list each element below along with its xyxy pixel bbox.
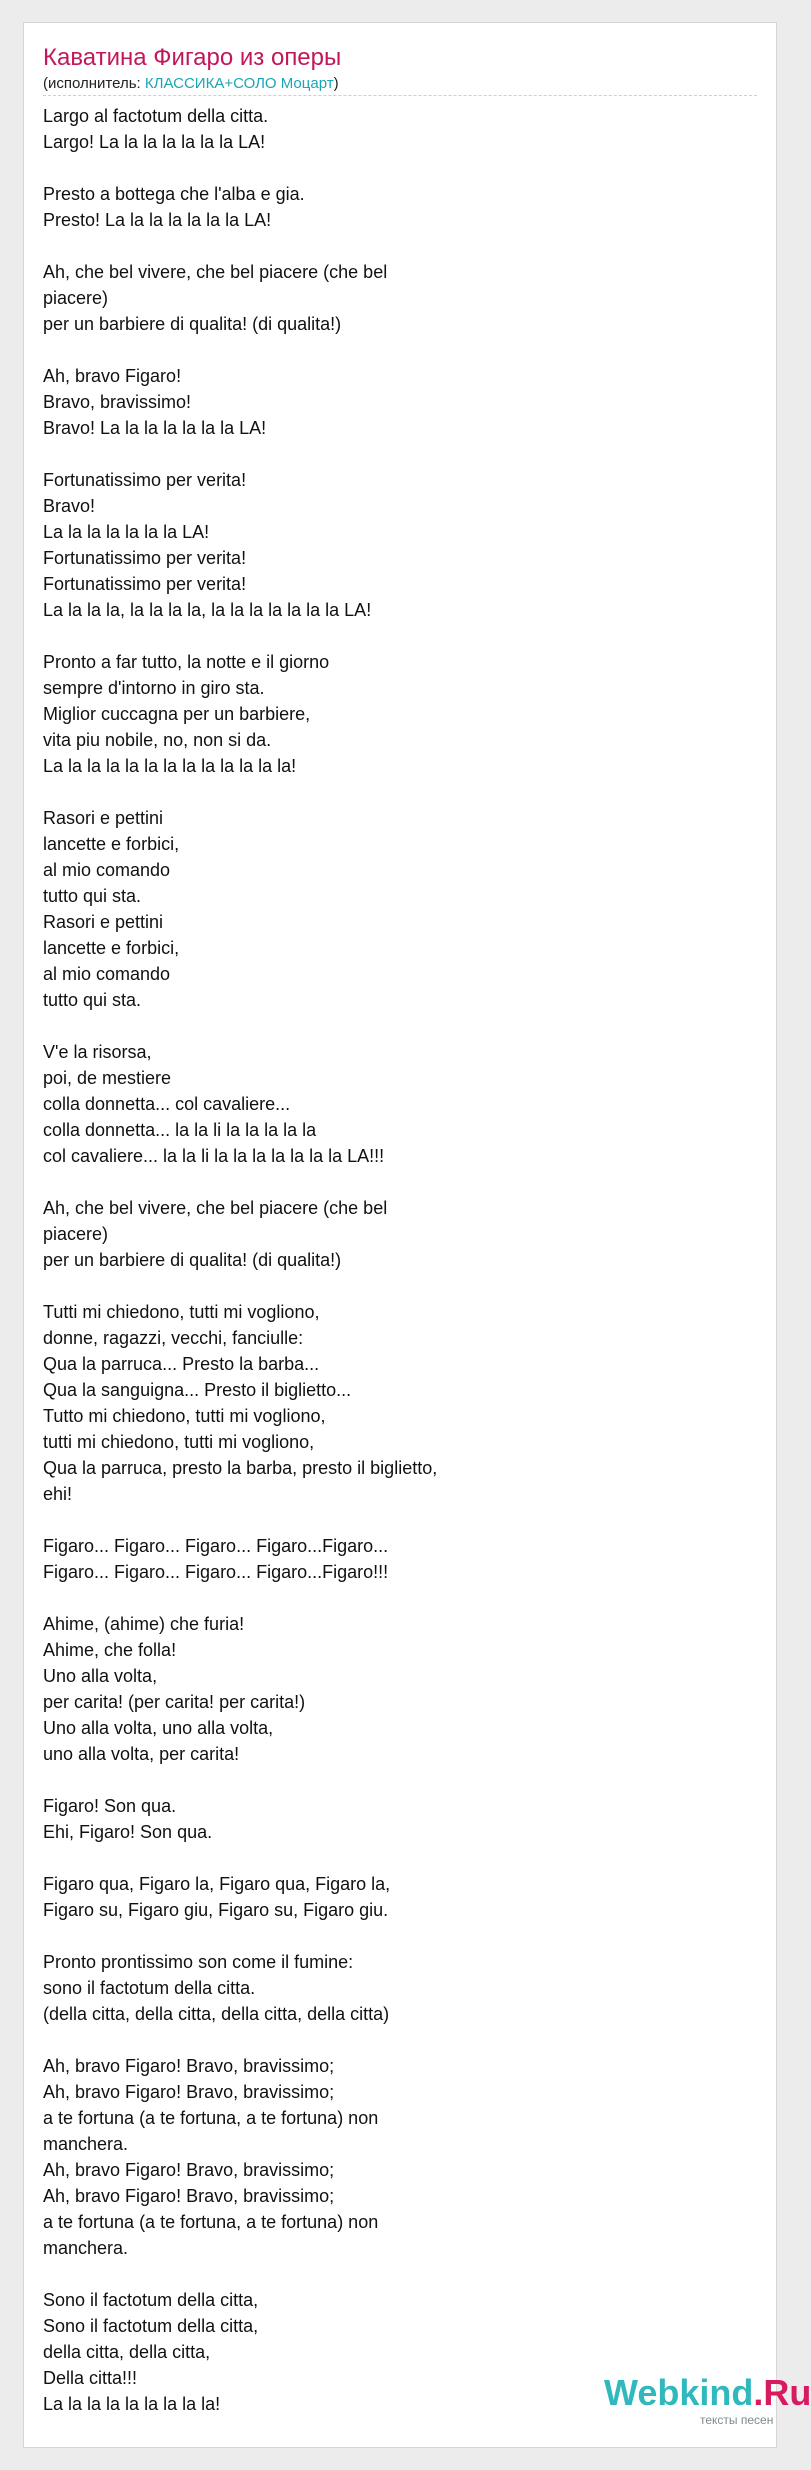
lyric-line: V'e la risorsa,: [43, 1042, 152, 1062]
lyric-line: Fortunatissimo per verita!: [43, 548, 247, 568]
lyric-line: Ah, bravo Figaro!: [43, 366, 182, 386]
lyric-line: Ehi, Figaro! Son qua.: [43, 1822, 213, 1842]
lyric-line: sempre d'intorno in giro sta.: [43, 678, 265, 698]
lyric-line: Qua la parruca, presto la barba, presto il biglietto,: [43, 1458, 438, 1478]
lyric-line: Tutti mi chiedono, tutti mi vogliono,: [43, 1302, 320, 1322]
lyric-line: lancette e forbici,: [43, 938, 180, 958]
meta-suffix: ): [333, 75, 339, 92]
logo-tagline: тексты песен: [700, 2413, 774, 2427]
lyric-line: Sono il factotum della citta,: [43, 2316, 259, 2336]
lyric-line: vita piu nobile, no, non si da.: [43, 730, 272, 750]
lyric-line: piacere): [43, 288, 109, 308]
song-meta: [43, 74, 339, 94]
stanza-gap: [43, 1273, 743, 1299]
lyric-line: col cavaliere... la la li la la la la la la la LA!!!: [43, 1146, 385, 1166]
lyric-line: Presto! La la la la la la la LA!: [43, 210, 272, 230]
lyrics-card: [23, 22, 811, 2448]
lyric-line: Rasori e pettini: [43, 912, 164, 932]
lyric-line: Pronto prontissimo son come il fumine:: [43, 1952, 354, 1972]
lyric-line: La la la la la la la LA!: [43, 522, 210, 542]
lyric-line: Figaro! Son qua.: [43, 1796, 177, 1816]
lyric-line: Figaro qua, Figaro la, Figaro qua, Figaro la,: [43, 1874, 391, 1894]
lyric-line: Rasori e pettini: [43, 808, 164, 828]
lyric-line: Ah, bravo Figaro! Bravo, bravissimo;: [43, 2056, 335, 2076]
stanza-gap: [43, 1013, 743, 1039]
page-title: Каватина Фигаро из оперы: [43, 44, 342, 71]
stanza-gap: [43, 2027, 743, 2053]
lyric-line: Tutto mi chiedono, tutti mi vogliono,: [43, 1406, 326, 1426]
lyric-line: Bravo!: [43, 496, 96, 516]
lyric-line: Ah, bravo Figaro! Bravo, bravissimo;: [43, 2186, 335, 2206]
stanza-gap: [43, 1845, 743, 1871]
stanza-gap: [43, 2261, 743, 2287]
stanza-gap: [43, 623, 743, 649]
lyric-line: La la la la la la la la la la la la la!: [43, 756, 297, 776]
lyric-line: Fortunatissimo per verita!: [43, 470, 247, 490]
lyric-line: Pronto a far tutto, la notte e il giorno: [43, 652, 330, 672]
lyric-line: Fortunatissimo per verita!: [43, 574, 247, 594]
lyric-line: Qua la sanguigna... Presto il biglietto...: [43, 1380, 352, 1400]
lyric-line: Largo! La la la la la la la LA!: [43, 132, 266, 152]
stanza-gap: [43, 1923, 743, 1949]
lyric-line: per un barbiere di qualita! (di qualita!): [43, 1250, 342, 1270]
lyric-line: a te fortuna (a te fortuna, a te fortuna) non: [43, 2212, 379, 2232]
lyric-line: Ah, che bel vivere, che bel piacere (che bel: [43, 262, 388, 282]
lyric-line: (della citta, della citta, della citta, della citta): [43, 2004, 390, 2024]
lyric-line: della citta, della citta,: [43, 2342, 211, 2362]
lyric-line: sono il factotum della citta.: [43, 1978, 256, 1998]
lyric-line: tutto qui sta.: [43, 886, 142, 906]
stanza-gap: [43, 1585, 743, 1611]
logo-tld: .Ru: [753, 2372, 811, 2413]
lyric-line: Ah, che bel vivere, che bel piacere (che bel: [43, 1198, 388, 1218]
stanza-gap: [43, 233, 743, 259]
lyric-line: tutto qui sta.: [43, 990, 142, 1010]
lyric-line: Bravo! La la la la la la la LA!: [43, 418, 267, 438]
lyric-line: al mio comando: [43, 860, 171, 880]
lyric-line: Presto a bottega che l'alba e gia.: [43, 184, 305, 204]
lyric-line: manchera.: [43, 2238, 129, 2258]
lyric-line: colla donnetta... la la li la la la la la: [43, 1120, 317, 1140]
lyric-line: lancette e forbici,: [43, 834, 180, 854]
lyric-line: Della citta!!!: [43, 2368, 138, 2388]
lyric-line: piacere): [43, 1224, 109, 1244]
stanza-gap: [43, 779, 743, 805]
stanza-gap: [43, 1507, 743, 1533]
lyric-line: tutti mi chiedono, tutti mi vogliono,: [43, 1432, 315, 1452]
lyric-line: manchera.: [43, 2134, 129, 2154]
webkind-logo[interactable]: [584, 2372, 811, 2443]
lyric-line: poi, de mestiere: [43, 1068, 172, 1088]
stanza-gap: [43, 1169, 743, 1195]
lyric-line: Figaro... Figaro... Figaro... Figaro...Figaro...: [43, 1536, 389, 1556]
lyric-line: uno alla volta, per carita!: [43, 1744, 240, 1764]
stanza-gap: [43, 1767, 743, 1793]
lyric-line: Qua la parruca... Presto la barba...: [43, 1354, 320, 1374]
lyric-line: Figaro... Figaro... Figaro... Figaro...Figaro!!!: [43, 1562, 389, 1582]
lyric-line: donne, ragazzi, vecchi, fanciulle:: [43, 1328, 304, 1348]
lyric-line: Largo al factotum della citta.: [43, 106, 269, 126]
lyric-line: Bravo, bravissimo!: [43, 392, 192, 412]
stanza-gap: [43, 155, 743, 181]
artist-link[interactable]: КЛАССИКА+СОЛО: [144, 75, 277, 92]
lyric-line: Ah, bravo Figaro! Bravo, bravissimo;: [43, 2160, 335, 2180]
composer-link[interactable]: Моцарт: [280, 75, 334, 92]
stanza-gap: [43, 337, 743, 363]
meta-prefix: (исполнитель:: [43, 75, 145, 92]
lyric-line: Ah, bravo Figaro! Bravo, bravissimo;: [43, 2082, 335, 2102]
lyric-line: Sono il factotum della citta,: [43, 2290, 259, 2310]
lyric-line: a te fortuna (a te fortuna, a te fortuna) non: [43, 2108, 379, 2128]
lyric-line: Uno alla volta,: [43, 1666, 158, 1686]
lyric-line: La la la la, la la la la, la la la la la la la LA!: [43, 600, 372, 620]
lyric-line: Ahime, (ahime) che furia!: [43, 1614, 245, 1634]
lyric-line: La la la la la la la la la!: [43, 2394, 221, 2414]
logo-brand: Webkind: [604, 2372, 754, 2413]
lyric-line: al mio comando: [43, 964, 171, 984]
lyric-line: per carita! (per carita! per carita!): [43, 1692, 306, 1712]
stanza-gap: [43, 441, 743, 467]
title-divider: [43, 95, 757, 96]
lyric-line: Ahime, che folla!: [43, 1640, 177, 1660]
logo-wordmark: [604, 2373, 811, 2413]
lyric-line: ehi!: [43, 1484, 73, 1504]
lyric-line: Miglior cuccagna per un barbiere,: [43, 704, 311, 724]
lyric-line: colla donnetta... col cavaliere...: [43, 1094, 291, 1114]
lyric-line: Uno alla volta, uno alla volta,: [43, 1718, 274, 1738]
lyrics-text: [43, 103, 743, 2417]
lyric-line: per un barbiere di qualita! (di qualita!): [43, 314, 342, 334]
lyric-line: Figaro su, Figaro giu, Figaro su, Figaro giu.: [43, 1900, 389, 1920]
